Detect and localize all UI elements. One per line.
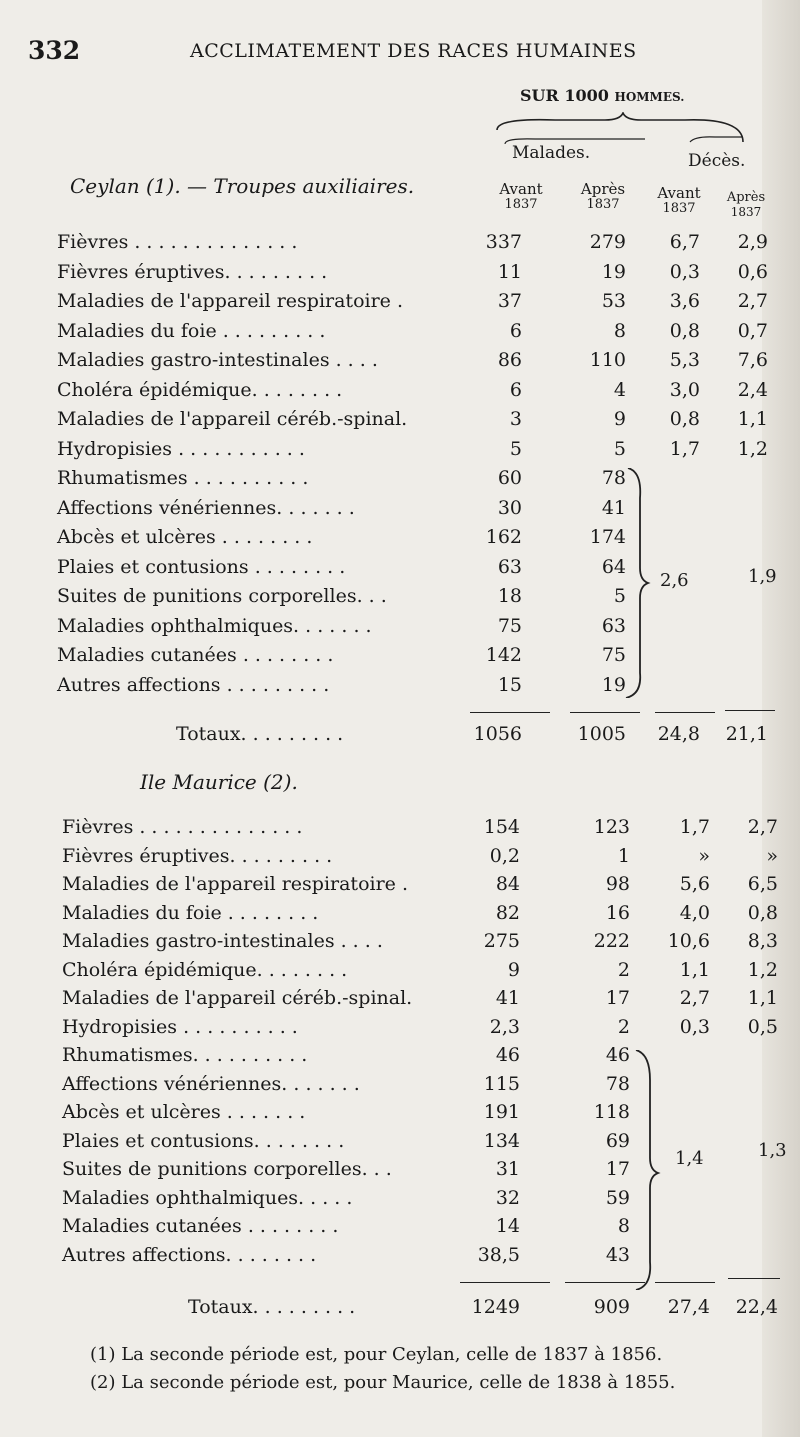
table-row <box>0 873 800 902</box>
total-deces-avant: 24,8 <box>657 723 700 745</box>
malades-apres-value: 69 <box>605 1129 630 1152</box>
row-label: Fièvres éruptives. . . . . . . . . <box>57 260 328 283</box>
maurice-group-deces-avant: 1,4 <box>675 1148 704 1169</box>
col-year: 1837 <box>662 201 696 216</box>
malades-apres-value: 16 <box>605 901 630 924</box>
malades-avant-value: 84 <box>495 873 520 895</box>
totals-label: Totaux. . . . . . . . . <box>188 1296 356 1318</box>
section-title-maurice: Ile Maurice (2). <box>140 770 298 794</box>
table-row <box>0 1187 800 1216</box>
row-label: Hydropisies . . . . . . . . . . <box>62 1015 298 1038</box>
malades-avant-value: 2,3 <box>489 1015 520 1038</box>
totals-label: Totaux. . . . . . . . . <box>176 723 344 745</box>
deces-avant-value: 3,0 <box>669 378 700 401</box>
malades-avant-value: 11 <box>497 260 522 283</box>
malades-avant-value: 6 <box>509 319 522 342</box>
malades-apres-value: 222 <box>593 930 630 952</box>
table-row <box>0 1073 800 1102</box>
row-label: Rhumatismes. . . . . . . . . . <box>62 1044 308 1066</box>
malades-avant-value: 15 <box>497 673 522 696</box>
deces-apres-value: 6,5 <box>747 873 778 895</box>
malades-avant-value: 82 <box>495 901 520 924</box>
malades-apres-value: 41 <box>601 496 626 519</box>
row-label: Maladies ophthalmiques. . . . . <box>62 1186 353 1209</box>
col-year: 1837 <box>730 205 762 219</box>
deces-avant-value: 0,8 <box>669 408 700 430</box>
deces-apres-value: » <box>766 844 778 867</box>
malades-apres-value: 8 <box>617 1215 630 1237</box>
malades-avant-value: 38,5 <box>477 1243 520 1266</box>
row-label: Maladies ophthalmiques. . . . . . . <box>57 614 372 637</box>
table-row <box>0 1101 800 1130</box>
deces-avant-value: 0,3 <box>669 260 700 283</box>
malades-apres-value: 78 <box>601 467 626 489</box>
malades-avant-value: 5 <box>509 437 522 460</box>
table-row <box>0 1215 800 1244</box>
malades-apres-value: 64 <box>601 555 626 578</box>
malades-avant-value: 142 <box>485 644 522 666</box>
malades-avant-value: 41 <box>495 987 520 1009</box>
deces-apres-value: 7,6 <box>737 349 768 371</box>
deces-avant-value: 5,3 <box>669 349 700 371</box>
page-number: 332 <box>28 36 81 65</box>
col-year: 1837 <box>586 197 620 212</box>
maurice-group-deces-apres: 1,3 <box>758 1140 787 1161</box>
malades-apres-value: 123 <box>593 816 630 838</box>
malades-avant-value: 18 <box>497 585 522 607</box>
table-row <box>0 290 800 319</box>
rule <box>570 712 640 713</box>
malades-apres-value: 53 <box>601 290 626 312</box>
malades-apres-value: 1 <box>617 844 630 867</box>
malades-avant-value: 32 <box>495 1186 520 1209</box>
col-malades-avant <box>490 180 552 212</box>
row-label: Affections vénériennes. . . . . . . <box>57 496 355 519</box>
table-row <box>0 1016 800 1045</box>
malades-avant-value: 115 <box>483 1072 520 1095</box>
total-deces-avant: 27,4 <box>667 1296 710 1318</box>
malades-apres-value: 78 <box>605 1072 630 1095</box>
rule <box>725 710 775 711</box>
row-label: Maladies de l'appareil respiratoire . <box>57 290 403 312</box>
deces-avant-value: 3,6 <box>669 290 700 312</box>
malades-apres-value: 19 <box>601 673 626 696</box>
rule <box>460 1282 550 1283</box>
footnote-2: (2) La seconde période est, pour Maurice, celle de 1838 à 1855. <box>90 1372 676 1393</box>
row-label: Plaies et contusions . . . . . . . . <box>57 555 346 578</box>
table-row <box>0 408 800 437</box>
row-label: Maladies cutanées . . . . . . . . <box>57 644 334 666</box>
malades-apres-value: 63 <box>601 614 626 637</box>
totals-row <box>0 723 800 752</box>
table-row <box>0 845 800 874</box>
row-label: Fièvres . . . . . . . . . . . . . . <box>62 816 303 838</box>
malades-avant-value: 37 <box>497 290 522 312</box>
malades-avant-value: 63 <box>497 555 522 578</box>
table-row <box>0 930 800 959</box>
malades-avant-value: 86 <box>497 349 522 371</box>
deces-apres-value: 0,7 <box>737 319 768 342</box>
table-row <box>0 615 800 644</box>
col-label: Avant <box>657 184 701 202</box>
ceylan-group-deces-apres: 1,9 <box>748 566 777 587</box>
malades-avant-value: 162 <box>485 526 522 548</box>
deces-header: Décès. <box>688 151 746 171</box>
row-label: Abcès et ulcères . . . . . . . . <box>57 526 313 548</box>
row-label: Affections vénériennes. . . . . . . <box>62 1072 360 1095</box>
malades-avant-value: 46 <box>495 1044 520 1066</box>
row-label: Fièvres éruptives. . . . . . . . . <box>62 844 333 867</box>
deces-apres-value: 0,6 <box>737 260 768 283</box>
running-title: ACCLIMATEMENT DES RACES HUMAINES <box>190 40 637 62</box>
deces-avant-value: 0,3 <box>679 1015 710 1038</box>
malades-apres-value: 5 <box>613 437 626 460</box>
malades-apres-value: 43 <box>605 1243 630 1266</box>
table-row <box>0 261 800 290</box>
deces-avant-value: 4,0 <box>679 901 710 924</box>
total-malades-apres: 1005 <box>577 723 626 745</box>
footnote-1: (1) La seconde période est, pour Ceylan, celle de 1837 à 1856. <box>90 1344 663 1365</box>
row-label: Autres affections . . . . . . . . . <box>57 673 330 696</box>
row-label: Plaies et contusions. . . . . . . . <box>62 1129 345 1152</box>
table-row <box>0 497 800 526</box>
deces-apres-value: 2,9 <box>737 231 768 253</box>
group-brace-ceylan <box>620 468 660 698</box>
subheader-prefix: SUR 1000 <box>520 86 609 105</box>
malades-apres-value: 118 <box>593 1101 630 1123</box>
total-deces-apres: 21,1 <box>725 723 768 745</box>
row-label: Suites de punitions corporelles. . . <box>62 1158 392 1180</box>
deces-apres-value: 1,1 <box>747 987 778 1009</box>
table-row <box>0 438 800 467</box>
malades-apres-value: 9 <box>613 408 626 430</box>
row-label: Maladies de l'appareil respiratoire . <box>62 873 408 895</box>
deces-apres-value: 1,2 <box>747 958 778 981</box>
col-deces-avant <box>648 184 710 216</box>
deces-apres-value: 8,3 <box>747 930 778 952</box>
deces-apres-value: 2,7 <box>747 816 778 838</box>
total-malades-avant: 1056 <box>473 723 522 745</box>
row-label: Suites de punitions corporelles. . . <box>57 585 387 607</box>
deces-apres-value: 1,1 <box>737 408 768 430</box>
rule <box>470 712 550 713</box>
totals-row <box>0 1296 800 1325</box>
malades-avant-value: 9 <box>507 958 520 981</box>
malades-avant-value: 14 <box>495 1215 520 1237</box>
subheader-unit: HOMMES. <box>614 90 685 104</box>
malades-apres-value: 59 <box>605 1186 630 1209</box>
row-label: Choléra épidémique. . . . . . . . <box>57 378 343 401</box>
table-row <box>0 349 800 378</box>
malades-apres-value: 2 <box>617 1015 630 1038</box>
column-brace <box>495 112 745 146</box>
row-label: Fièvres . . . . . . . . . . . . . . <box>57 231 298 253</box>
row-label: Maladies du foie . . . . . . . . . <box>57 319 326 342</box>
table-row <box>0 467 800 496</box>
rule <box>728 1278 780 1279</box>
row-label: Maladies de l'appareil céréb.-spinal. <box>62 987 413 1009</box>
table-row <box>0 816 800 845</box>
col-label: Avant <box>499 180 543 198</box>
table-row <box>0 1044 800 1073</box>
row-label: Choléra épidémique. . . . . . . . <box>62 958 348 981</box>
malades-header: Malades. <box>512 143 591 163</box>
col-label: Après <box>726 190 766 205</box>
row-label: Maladies gastro-intestinales . . . . <box>57 349 378 371</box>
malades-apres-value: 110 <box>589 349 626 371</box>
row-label: Maladies cutanées . . . . . . . . <box>62 1215 339 1237</box>
row-label: Abcès et ulcères . . . . . . . <box>62 1101 306 1123</box>
table-row <box>0 902 800 931</box>
col-label: Après <box>580 180 626 198</box>
table-row <box>0 987 800 1016</box>
deces-avant-value: 10,6 <box>667 930 710 952</box>
table-row <box>0 379 800 408</box>
deces-avant-value: 1,7 <box>679 816 710 838</box>
total-deces-apres: 22,4 <box>735 1296 778 1318</box>
malades-apres-value: 8 <box>613 319 626 342</box>
malades-avant-value: 3 <box>509 408 522 430</box>
deces-apres-value: 0,5 <box>747 1015 778 1038</box>
table-row <box>0 1244 800 1273</box>
malades-avant-value: 30 <box>497 496 522 519</box>
table-row <box>0 526 800 555</box>
table-row <box>0 231 800 260</box>
deces-apres-value: 1,2 <box>737 437 768 460</box>
deces-avant-value: 6,7 <box>669 231 700 253</box>
section-title-ceylan: Ceylan (1). — Troupes auxiliaires. <box>70 174 415 198</box>
table-subheader <box>520 86 684 105</box>
row-label: Maladies du foie . . . . . . . . <box>62 901 319 924</box>
malades-apres-value: 279 <box>589 231 626 253</box>
malades-apres-value: 2 <box>617 958 630 981</box>
malades-apres-value: 5 <box>613 585 626 607</box>
rule <box>565 1282 645 1283</box>
row-label: Rhumatismes . . . . . . . . . . <box>57 467 309 489</box>
row-label: Maladies de l'appareil céréb.-spinal. <box>57 408 408 430</box>
malades-avant-value: 31 <box>495 1158 520 1180</box>
deces-avant-value: » <box>698 844 710 867</box>
col-year: 1837 <box>504 197 538 212</box>
malades-apres-value: 98 <box>605 873 630 895</box>
row-label: Hydropisies . . . . . . . . . . . <box>57 437 305 460</box>
deces-avant-value: 1,1 <box>679 958 710 981</box>
ceylan-group-deces-avant: 2,6 <box>660 570 689 591</box>
deces-apres-value: 0,8 <box>747 901 778 924</box>
malades-apres-value: 17 <box>605 987 630 1009</box>
group-brace-maurice <box>630 1050 670 1290</box>
row-label: Autres affections. . . . . . . . <box>62 1243 317 1266</box>
table-row <box>0 644 800 673</box>
malades-avant-value: 337 <box>485 231 522 253</box>
malades-apres-value: 75 <box>601 644 626 666</box>
malades-avant-value: 6 <box>509 378 522 401</box>
deces-apres-value: 2,7 <box>737 290 768 312</box>
malades-avant-value: 275 <box>483 930 520 952</box>
malades-apres-value: 4 <box>613 378 626 401</box>
col-malades-apres <box>572 180 634 212</box>
malades-avant-value: 134 <box>483 1129 520 1152</box>
row-label: Maladies gastro-intestinales . . . . <box>62 930 383 952</box>
col-deces-apres <box>722 190 770 219</box>
deces-avant-value: 1,7 <box>669 437 700 460</box>
deces-avant-value: 0,8 <box>669 319 700 342</box>
rule <box>655 1282 715 1283</box>
malades-apres-value: 46 <box>605 1044 630 1066</box>
rule <box>655 712 715 713</box>
deces-avant-value: 2,7 <box>679 987 710 1009</box>
malades-avant-value: 154 <box>483 816 520 838</box>
malades-apres-value: 174 <box>589 526 626 548</box>
malades-avant-value: 0,2 <box>489 844 520 867</box>
total-malades-avant: 1249 <box>471 1296 520 1318</box>
table-row <box>0 959 800 988</box>
malades-apres-value: 19 <box>601 260 626 283</box>
table-row <box>0 320 800 349</box>
malades-avant-value: 60 <box>497 467 522 489</box>
table-row <box>0 674 800 703</box>
deces-avant-value: 5,6 <box>679 873 710 895</box>
malades-apres-value: 17 <box>605 1158 630 1180</box>
total-malades-apres: 909 <box>593 1296 630 1318</box>
malades-avant-value: 191 <box>483 1101 520 1123</box>
deces-apres-value: 2,4 <box>737 378 768 401</box>
malades-avant-value: 75 <box>497 614 522 637</box>
